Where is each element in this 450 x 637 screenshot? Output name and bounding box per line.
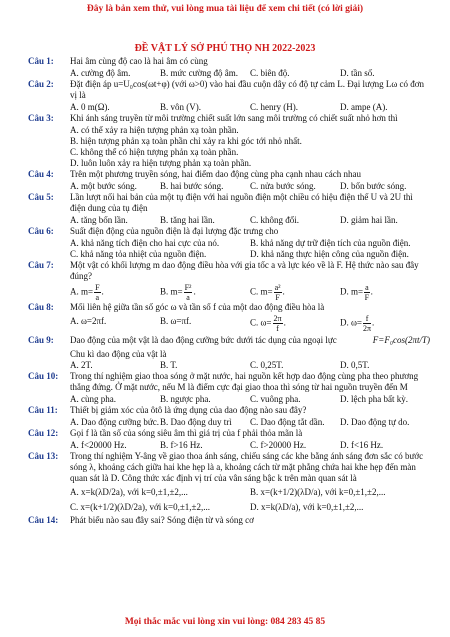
answer-row: [70, 215, 430, 226]
answer-option[interactable]: C. khả năng tỏa nhiệt của nguồn điện.: [70, 249, 207, 259]
question-label: Câu 9:: [28, 335, 54, 345]
answer-option[interactable]: B. khả năng dự trữ điện tích của nguồn điện.: [250, 238, 411, 248]
answer-row: [70, 485, 430, 515]
question-label: Câu 5:: [28, 192, 54, 202]
answer-option[interactable]: A. cùng pha.: [70, 394, 116, 404]
answer-option[interactable]: B. mức cường độ âm.: [160, 68, 239, 78]
fraction: [273, 314, 283, 333]
question-text: Trong thí nghiệm Y-âng về giao thoa ánh sáng, chiếu sáng các khe bằng ánh sáng đơn sắc có bước sóng λ, khoảng cách giữa hai khe hẹp là a, khoảng cách từ mặt phẳng chứa hai khe hẹp đến màn quan sát là D. Công thức xác định vị trí của vân sáng bậc k trên màn quan sát là: [70, 451, 424, 483]
answer-option[interactable]: C. vuông pha.: [250, 394, 301, 404]
question-text: Hai âm cùng độ cao là hai âm có cùng: [70, 56, 208, 66]
denominator: 2π: [363, 324, 372, 333]
question-text: Lần lượt nối hai bản của một tụ điện với hai nguồn điện một chiều có hiệu điện thế U và 2U thì điện dung của tụ điện: [70, 192, 413, 213]
numerator: f: [363, 314, 371, 324]
answer-option[interactable]: A. f<20000 Hz.: [70, 440, 127, 450]
question-text: Trong thí nghiệm giao thoa sóng ở mặt nước, hai nguồn kết hợp dao động cùng pha theo phương thẳng đứng. Ở mặt nước, nếu M là điểm cực đại giao thoa thì sóng từ hai nguồn truyền đến M: [70, 371, 419, 392]
question-text: Mối liên hệ giữa tần số góc ω và tần số f của một dao động điều hòa là: [70, 302, 325, 312]
preview-banner: Đây là bản xem thử, vui lòng mua tài liệu để xem chi tiết (có lời giải): [86, 4, 364, 14]
answer-row: [70, 314, 430, 333]
answer-option[interactable]: D. giảm hai lần.: [340, 215, 398, 225]
answer-option[interactable]: C. f>20000 Hz.: [250, 440, 307, 450]
answer-prefix: C. ω=: [250, 317, 272, 328]
answer-option[interactable]: C. 0,25T.: [250, 360, 284, 370]
question-text: Suất điện động của nguồn điện là đại lượng đặc trưng cho: [70, 226, 279, 236]
question-label: Câu 14:: [28, 515, 59, 525]
numerator: a: [365, 283, 369, 292]
question-text-part: Dao động của một vật là dao động cưỡng bức dưới tác dụng của ngoại lực: [70, 335, 337, 345]
question-1: [28, 56, 430, 67]
question-text: Một vật có khối lượng m dao động điều hòa với gia tốc a và lực kéo về là F. Hệ thức nào sau đây đúng?: [70, 260, 419, 281]
answer-option[interactable]: A. tăng bốn lần.: [70, 215, 128, 225]
question-2: [28, 79, 430, 101]
answer-option[interactable]: A. ω=2πf.: [70, 316, 107, 326]
fraction: [274, 283, 282, 302]
answer-option[interactable]: C. nửa bước sóng.: [250, 181, 316, 191]
answer-option[interactable]: A. một bước sóng.: [70, 181, 137, 191]
answer-option[interactable]: A. 0 m(Ω).: [70, 102, 110, 112]
answer-option[interactable]: D. Dao động tự do.: [340, 417, 410, 427]
question-8: [28, 302, 430, 313]
denominator: a: [95, 293, 100, 302]
fraction: [94, 283, 100, 302]
denominator: F: [275, 293, 280, 302]
answer-prefix: D. m=: [340, 286, 364, 297]
answer-option[interactable]: D. ω= $\frac{f}{2\pi}$ .: [340, 314, 375, 333]
answer-option[interactable]: C. x=(k+1/2)(λD/2a), với k=0,±1,±2,...: [70, 502, 210, 512]
answer-option[interactable]: B. f>16 Hz.: [160, 440, 203, 450]
answer-option[interactable]: B. vôn (V).: [160, 102, 201, 112]
answer-option[interactable]: D. bốn bước sóng.: [340, 181, 407, 191]
answer-option[interactable]: B. tăng hai lần.: [160, 215, 215, 225]
answer-row: [70, 102, 430, 113]
answer-row: [70, 440, 430, 451]
question-label: Câu 10:: [28, 371, 59, 381]
answer-option[interactable]: C. ω= $\frac{2\pi}{f}$ .: [250, 314, 286, 333]
answer-option[interactable]: C. không thể có hiện tượng phản xạ toàn phần.: [70, 147, 239, 157]
answer-row: [70, 238, 430, 260]
answer-option[interactable]: A. cường độ âm.: [70, 68, 131, 78]
exam-title: ĐỀ VẬT LÝ SỞ PHÚ THỌ NH 2022-2023: [134, 43, 316, 54]
answer-prefix: D. ω=: [340, 317, 362, 328]
denominator: f: [276, 324, 279, 333]
question-text: Thiết bị giảm xóc của ôtô là ứng dụng của dao động nào sau đây?: [70, 405, 307, 415]
question-14: [28, 515, 430, 526]
answer-prefix: C. m=: [250, 286, 273, 297]
question-text: Trên một phương truyền sóng, hai điểm dao động cùng pha cạnh nhau cách nhau: [70, 169, 361, 179]
answer-option[interactable]: B. ω=πf.: [160, 316, 192, 326]
answer-option[interactable]: D. khả năng thực hiện công của nguồn điện.: [250, 249, 409, 259]
question-text: Phát biểu nào sau đây sai? Sóng điện từ và sóng cơ: [70, 515, 254, 525]
answer-option[interactable]: C. không đổi.: [250, 215, 300, 225]
answer-option[interactable]: D. ampe (A).: [340, 102, 388, 112]
question-label: Câu 2:: [28, 79, 54, 89]
answer-row: [70, 417, 430, 428]
fraction: [184, 283, 193, 302]
answer-row: [70, 181, 430, 192]
numerator: F: [95, 283, 100, 292]
question-7: [28, 260, 430, 282]
question-list: [28, 56, 430, 527]
question-label: Câu 8:: [28, 302, 54, 312]
answer-option[interactable]: A. khả năng tích điện cho hai cực của nó.: [70, 238, 220, 248]
question-label: Câu 7:: [28, 260, 54, 270]
contact-footer: Mọi thắc mắc vui lòng xin vui lòng: 084 283 45 85: [124, 617, 326, 627]
answer-row: [70, 68, 430, 79]
question-text: Đặt điện áp u=U₀cos(ωt+φ) (với ω>0) vào hai đầu cuộn dây có độ tự cảm L. Đại lượng Lω có đơn vị là: [70, 79, 425, 100]
answer-option[interactable]: A. x=k(λD/2a), với k=0,±1,±2,...: [70, 487, 188, 497]
answer-option[interactable]: A. có thể xảy ra hiện tượng phản xạ toàn phần.: [70, 125, 239, 135]
numerator: F²: [184, 283, 192, 292]
question-label: Câu 4:: [28, 169, 54, 179]
answer-row: [70, 360, 430, 371]
answer-prefix: B. m=: [160, 286, 183, 297]
question-label: Câu 12:: [28, 428, 59, 438]
question-text: Gọi f là tần số của sóng siêu âm thì giá trị của f phải thỏa mãn là: [70, 428, 303, 438]
formula: F=F₀cos(2πt/T): [372, 335, 430, 345]
question-label: Câu 13:: [28, 451, 59, 461]
question-12: [28, 428, 430, 439]
question-4: [28, 169, 430, 180]
question-label: Câu 6:: [28, 226, 54, 236]
question-6: [28, 226, 430, 237]
answer-option[interactable]: C. m= $\frac{\text{a²}}{F}$ .: [250, 283, 285, 302]
answer-option[interactable]: D. lệch pha bất kỳ.: [340, 394, 408, 404]
answer-option[interactable]: D. tần số.: [340, 68, 375, 78]
answer-option[interactable]: C. biên độ.: [250, 68, 290, 78]
answer-option[interactable]: D. x=k(λD/a), với k=0,±1,±2,...: [250, 502, 364, 512]
answer-row: [70, 283, 430, 302]
fraction: [363, 314, 371, 333]
answer-option[interactable]: B. x=(k+1/2)(λD/a), với k=0,±1,±2,...: [250, 487, 386, 497]
question-text: [70, 333, 430, 348]
answer-option[interactable]: B. m= $\frac{\text{F²}}{a}$ .: [160, 283, 196, 302]
answer-option[interactable]: D. 0,5T.: [340, 360, 370, 370]
answer-option[interactable]: B. hai bước sóng.: [160, 181, 224, 191]
answer-option[interactable]: B. hiện tượng phản xạ toàn phần chỉ xảy ra khi góc tới nhỏ nhất.: [70, 136, 302, 146]
question-label: Câu 3:: [28, 113, 54, 123]
fraction: [364, 283, 370, 302]
answer-option[interactable]: B. Dao động duy trì: [160, 417, 232, 427]
numerator: 2π: [273, 314, 282, 323]
question-5: [28, 192, 430, 214]
denominator: a: [186, 293, 190, 302]
question-text: Khi ánh sáng truyền từ môi trường chiết suất lớn sang môi trường có chiết suất nhỏ hơn thì: [70, 113, 398, 123]
question-label: Câu 11:: [28, 405, 58, 415]
numerator: a²: [274, 283, 281, 292]
answer-option[interactable]: D. m= $\frac{a}{F}$ .: [340, 283, 373, 302]
answer-option[interactable]: A. m= $\frac{F}{a}$ .: [70, 283, 104, 302]
denominator: F: [364, 293, 370, 302]
question-3: [28, 113, 430, 124]
answer-option[interactable]: B. T.: [160, 360, 178, 370]
answer-option[interactable]: D. f<16 Hz.: [340, 440, 384, 450]
answer-option[interactable]: C. henry (H).: [250, 102, 298, 112]
question-13: [28, 451, 430, 484]
question-text-part: Chu kì dao động của vật là: [70, 349, 167, 359]
answer-row: [70, 394, 430, 405]
question-label: Câu 1:: [28, 56, 54, 66]
answer-option[interactable]: B. ngược pha.: [160, 394, 211, 404]
answer-option[interactable]: A. 2T.: [70, 360, 93, 370]
answer-option[interactable]: D. luôn luôn xảy ra hiện tượng phản xạ toàn phần.: [70, 158, 252, 168]
question-sub-text: [70, 349, 430, 360]
answer-row: [70, 125, 430, 169]
answer-option[interactable]: C. Dao động tắt dần.: [250, 417, 325, 427]
answer-prefix: A. m=: [70, 286, 94, 297]
question-11: [28, 405, 430, 416]
answer-option[interactable]: A. Dao động cưỡng bức.: [70, 417, 159, 427]
question-10: [28, 371, 430, 393]
question-9: [28, 333, 430, 348]
